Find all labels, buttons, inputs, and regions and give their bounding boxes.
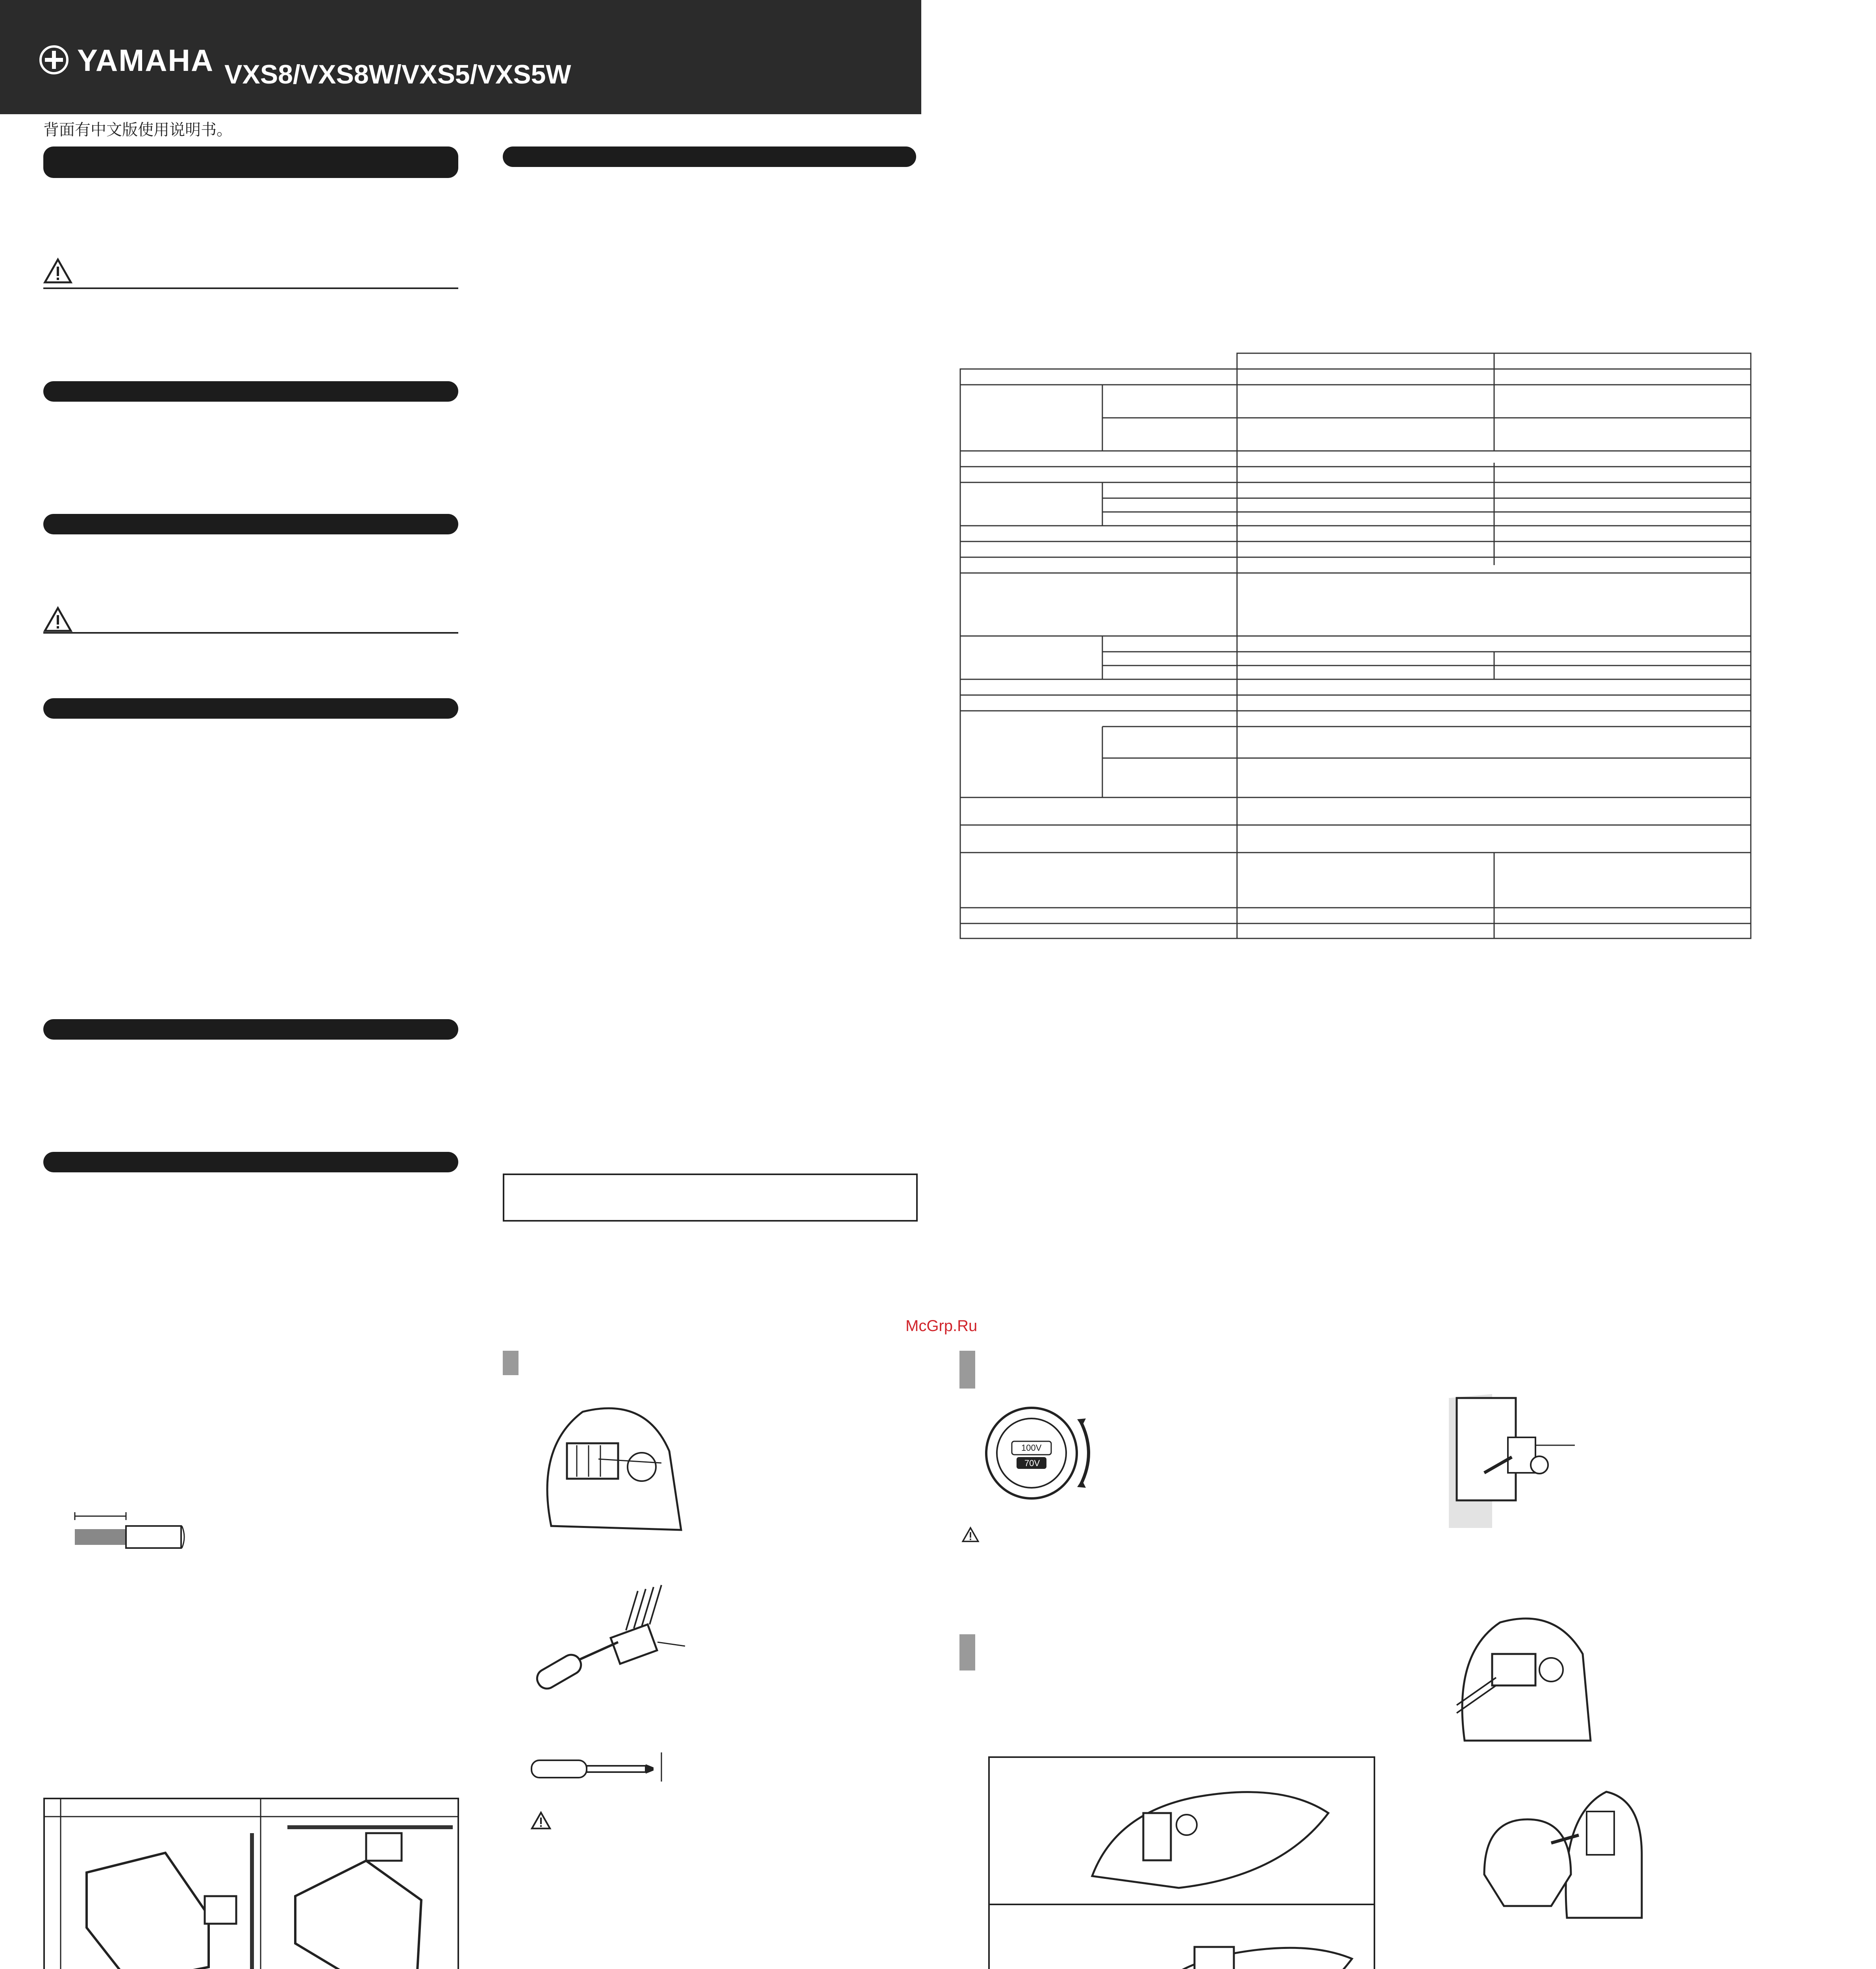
tuning-fork-logo-icon: [39, 45, 69, 74]
section-bar-1: [43, 146, 458, 178]
warning-triangle-icon: [43, 606, 72, 632]
section-bar-5: [43, 1019, 458, 1040]
model-title: VXS8/VXS8W/VXS5/VXS5W: [224, 59, 571, 89]
caution-rule-2: [43, 632, 458, 634]
caution-rule-1: [43, 287, 458, 289]
chinese-manual-note: 背面有中文版使用说明书。: [43, 121, 232, 139]
warning-triangle-icon: [531, 1811, 551, 1830]
speaker-connector-insert-illustration: [1453, 1607, 1602, 1748]
dial-graphic: [984, 1398, 1094, 1508]
dial-label-upper: 100V: [1021, 1443, 1042, 1453]
section-bar-3: [43, 514, 458, 534]
step-marker-right-2: [959, 1634, 975, 1670]
cable-strip-diagram: [71, 1510, 189, 1554]
spec-table-grid: [959, 352, 1752, 939]
brand-name: YAMAHA: [77, 43, 214, 78]
section-bar-2: [43, 381, 458, 402]
warning-triangle-icon: [962, 1527, 979, 1543]
speaker-ceiling-mount-icon: [287, 1827, 453, 1969]
voltage-dial: [984, 1398, 1094, 1508]
terminal-cover-illustration: [1472, 1776, 1646, 1926]
section-bar-6: [43, 1152, 458, 1172]
step-marker-right-1: [959, 1351, 975, 1389]
bracket-detail-frame: [988, 1756, 1375, 1969]
section-bar-middle: [503, 146, 916, 167]
speaker-on-bracket-illustration-1: [1445, 1394, 1595, 1528]
speaker-terminal-illustration: [539, 1400, 689, 1534]
note-box: [503, 1174, 918, 1222]
dial-label-lower: 70V: [1024, 1458, 1040, 1468]
screwdriver-tip-diagram: [528, 1748, 677, 1784]
warning-triangle-icon: [43, 258, 72, 284]
speaker-wall-mount-icon: [87, 1833, 252, 1969]
section-bar-4: [43, 698, 458, 719]
step-marker-mid-1: [503, 1351, 519, 1375]
bracket-illustrations: [990, 1758, 1374, 1969]
mounting-orientation-grid: [43, 1798, 459, 1969]
watermark: McGrp.Ru: [906, 1317, 978, 1335]
screwdriver-connector-illustration: [528, 1583, 717, 1709]
